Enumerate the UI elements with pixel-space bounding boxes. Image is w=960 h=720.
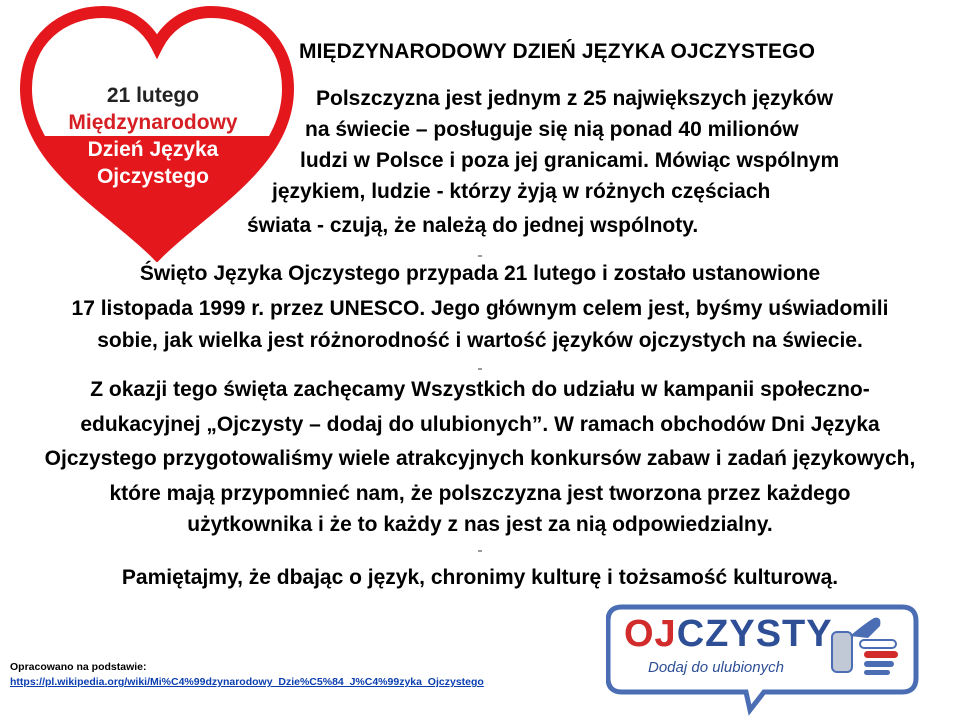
para3-line-1: Z okazji tego święta zachęcamy Wszystkich do udziału w kampanii społeczno- <box>90 378 870 401</box>
source-link[interactable]: https://pl.wikipedia.org/wiki/Mi%C4%99dzynarodowy_Dzie%C5%84_J%C4%99zyka_Ojczystego <box>10 676 484 688</box>
intro-line-4: językiem, ludzie - którzy żyją w różnych częściach <box>272 180 771 203</box>
para3-line-2: edukacyjnej „Ojczysty – dodaj do ulubionych”. W ramach obchodów Dni Języka <box>80 413 880 436</box>
heart-line-2: Międzynarodowy <box>68 111 238 134</box>
para2-line-1: Święto Języka Ojczystego przypada 21 lutego i zostało ustanowione <box>139 262 821 285</box>
heart-line-3: Dzień Języka <box>87 138 219 161</box>
separator-dot <box>478 550 482 552</box>
source-label: Opracowano na podstawie: <box>10 661 147 673</box>
para3-line-3: Ojczystego przygotowaliśmy wiele atrakcyjnych konkursów zabaw i zadań językowych, <box>44 447 916 470</box>
page-title: MIĘDZYNARODOWY DZIEŃ JĘZYKA OJCZYSTEGO <box>299 40 816 63</box>
ojczysty-logo <box>606 604 920 716</box>
heart-line-4: Ojczystego <box>96 165 210 188</box>
para2-line-3: sobie, jak wielka jest różnorodność i wartość języków ojczystych na świecie. <box>97 329 863 352</box>
heart-date: 21 lutego <box>106 84 200 107</box>
logo-subtitle: Dodaj do ulubionych <box>648 659 784 676</box>
para3-line-5: użytkownika i że to każdy z nas jest za nią odpowiedzialny. <box>187 513 773 536</box>
closing-sentence: Pamiętajmy, że dbając o język, chronimy kulturę i tożsamość kulturową. <box>121 566 839 589</box>
logo-title <box>624 612 833 656</box>
logo-title-oj: OJ <box>624 613 677 655</box>
intro-line-3: ludzi w Polsce i poza jej granicami. Mówiąc wspólnym <box>300 149 840 172</box>
para3-line-4: które mają przypomnieć nam, że polszczyzna jest tworzona przez każdego <box>109 482 851 505</box>
intro-line-1: Polszczyzna jest jednym z 25 największych języków <box>316 87 834 110</box>
logo-title-czysty: CZYSTY <box>676 613 833 655</box>
intro-line-5: świata - czują, że należą do jednej wspólnoty. <box>247 214 699 237</box>
separator-dot <box>478 255 482 257</box>
intro-line-2: na świecie – posługuje się nią ponad 40 milionów <box>305 118 799 141</box>
source-block <box>10 660 484 690</box>
separator-dot <box>478 368 482 370</box>
para2-line-2: 17 listopada 1999 r. przez UNESCO. Jego głównym celem jest, byśmy uświadomili <box>71 297 889 320</box>
